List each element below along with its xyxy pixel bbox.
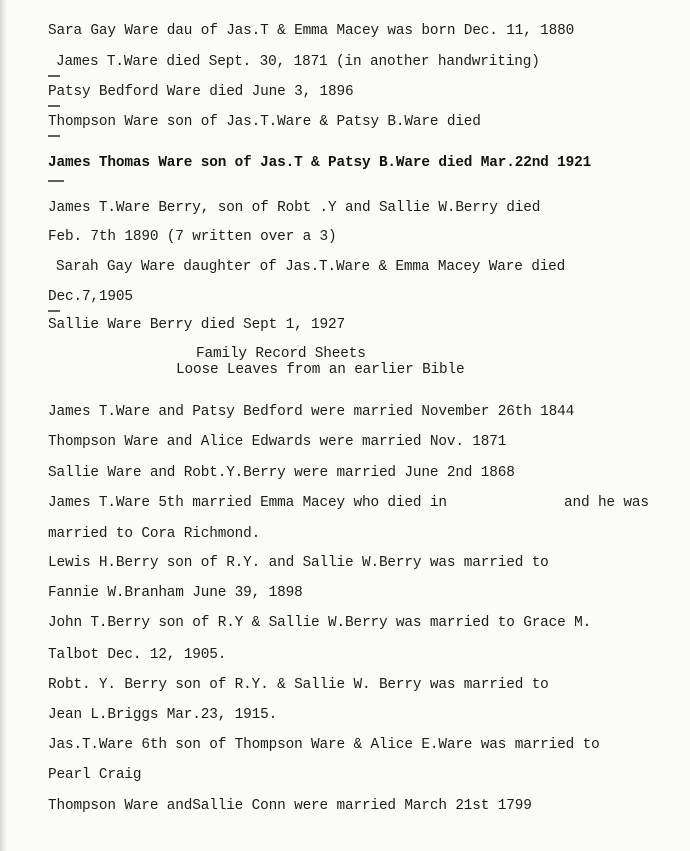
tick-mark: [48, 75, 60, 77]
marriage-line-5: married to Cora Richmond.: [48, 526, 261, 542]
marriage-line-9: Talbot Dec. 12, 1905.: [48, 647, 227, 663]
tick-mark: [48, 135, 60, 137]
marriage-line-14: Thompson Ware andSallie Conn were married March 21st 1799: [48, 798, 532, 814]
record-line-9: Dec.7,1905: [48, 289, 133, 305]
marriage-line-8: John T.Berry son of R.Y & Sallie W.Berry was married to Grace M.: [48, 615, 592, 631]
marriage-line-2: Thompson Ware and Alice Edwards were married Nov. 1871: [48, 434, 507, 450]
marriage-line-4: James T.Ware 5th married Emma Macey who died in: [48, 495, 447, 511]
marriage-line-11: Jean L.Briggs Mar.23, 1915.: [48, 707, 278, 723]
section-heading-line2: Loose Leaves from an earlier Bible: [176, 362, 465, 378]
record-line-1: Sara Gay Ware dau of Jas.T & Emma Macey was born Dec. 11, 1880: [48, 23, 575, 39]
record-line-3: Patsy Bedford Ware died June 3, 1896: [48, 84, 354, 100]
record-line-5: James Thomas Ware son of Jas.T & Patsy B.Ware died Mar.22nd 1921: [48, 155, 592, 171]
tick-mark: [48, 180, 64, 182]
tick-mark: [48, 310, 60, 312]
record-line-4: Thompson Ware son of Jas.T.Ware & Patsy B.Ware died: [48, 114, 481, 130]
record-line-2: James T.Ware died Sept. 30, 1871 (in another handwriting): [56, 54, 540, 70]
page-edge-shadow: [0, 0, 7, 851]
marriage-line-7: Fannie W.Branham June 39, 1898: [48, 585, 303, 601]
marriage-line-3: Sallie Ware and Robt.Y.Berry were married June 2nd 1868: [48, 465, 515, 481]
section-heading-line1: Family Record Sheets: [196, 346, 366, 362]
marriage-line-10: Robt. Y. Berry son of R.Y. & Sallie W. Berry was married to: [48, 677, 549, 693]
tick-mark: [48, 105, 60, 107]
marriage-line-1: James T.Ware and Patsy Bedford were married November 26th 1844: [48, 404, 575, 420]
marriage-line-6: Lewis H.Berry son of R.Y. and Sallie W.Berry was married to: [48, 555, 549, 571]
marriage-line-4-end: and he was: [564, 495, 649, 511]
record-line-10: Sallie Ware Berry died Sept 1, 1927: [48, 317, 346, 333]
record-line-6: James T.Ware Berry, son of Robt .Y and Sallie W.Berry died: [48, 200, 541, 216]
marriage-line-13: Pearl Craig: [48, 767, 142, 783]
record-line-8: Sarah Gay Ware daughter of Jas.T.Ware & Emma Macey Ware died: [56, 259, 566, 275]
record-line-7: Feb. 7th 1890 (7 written over a 3): [48, 229, 337, 245]
marriage-line-12: Jas.T.Ware 6th son of Thompson Ware & Alice E.Ware was married to: [48, 737, 600, 753]
